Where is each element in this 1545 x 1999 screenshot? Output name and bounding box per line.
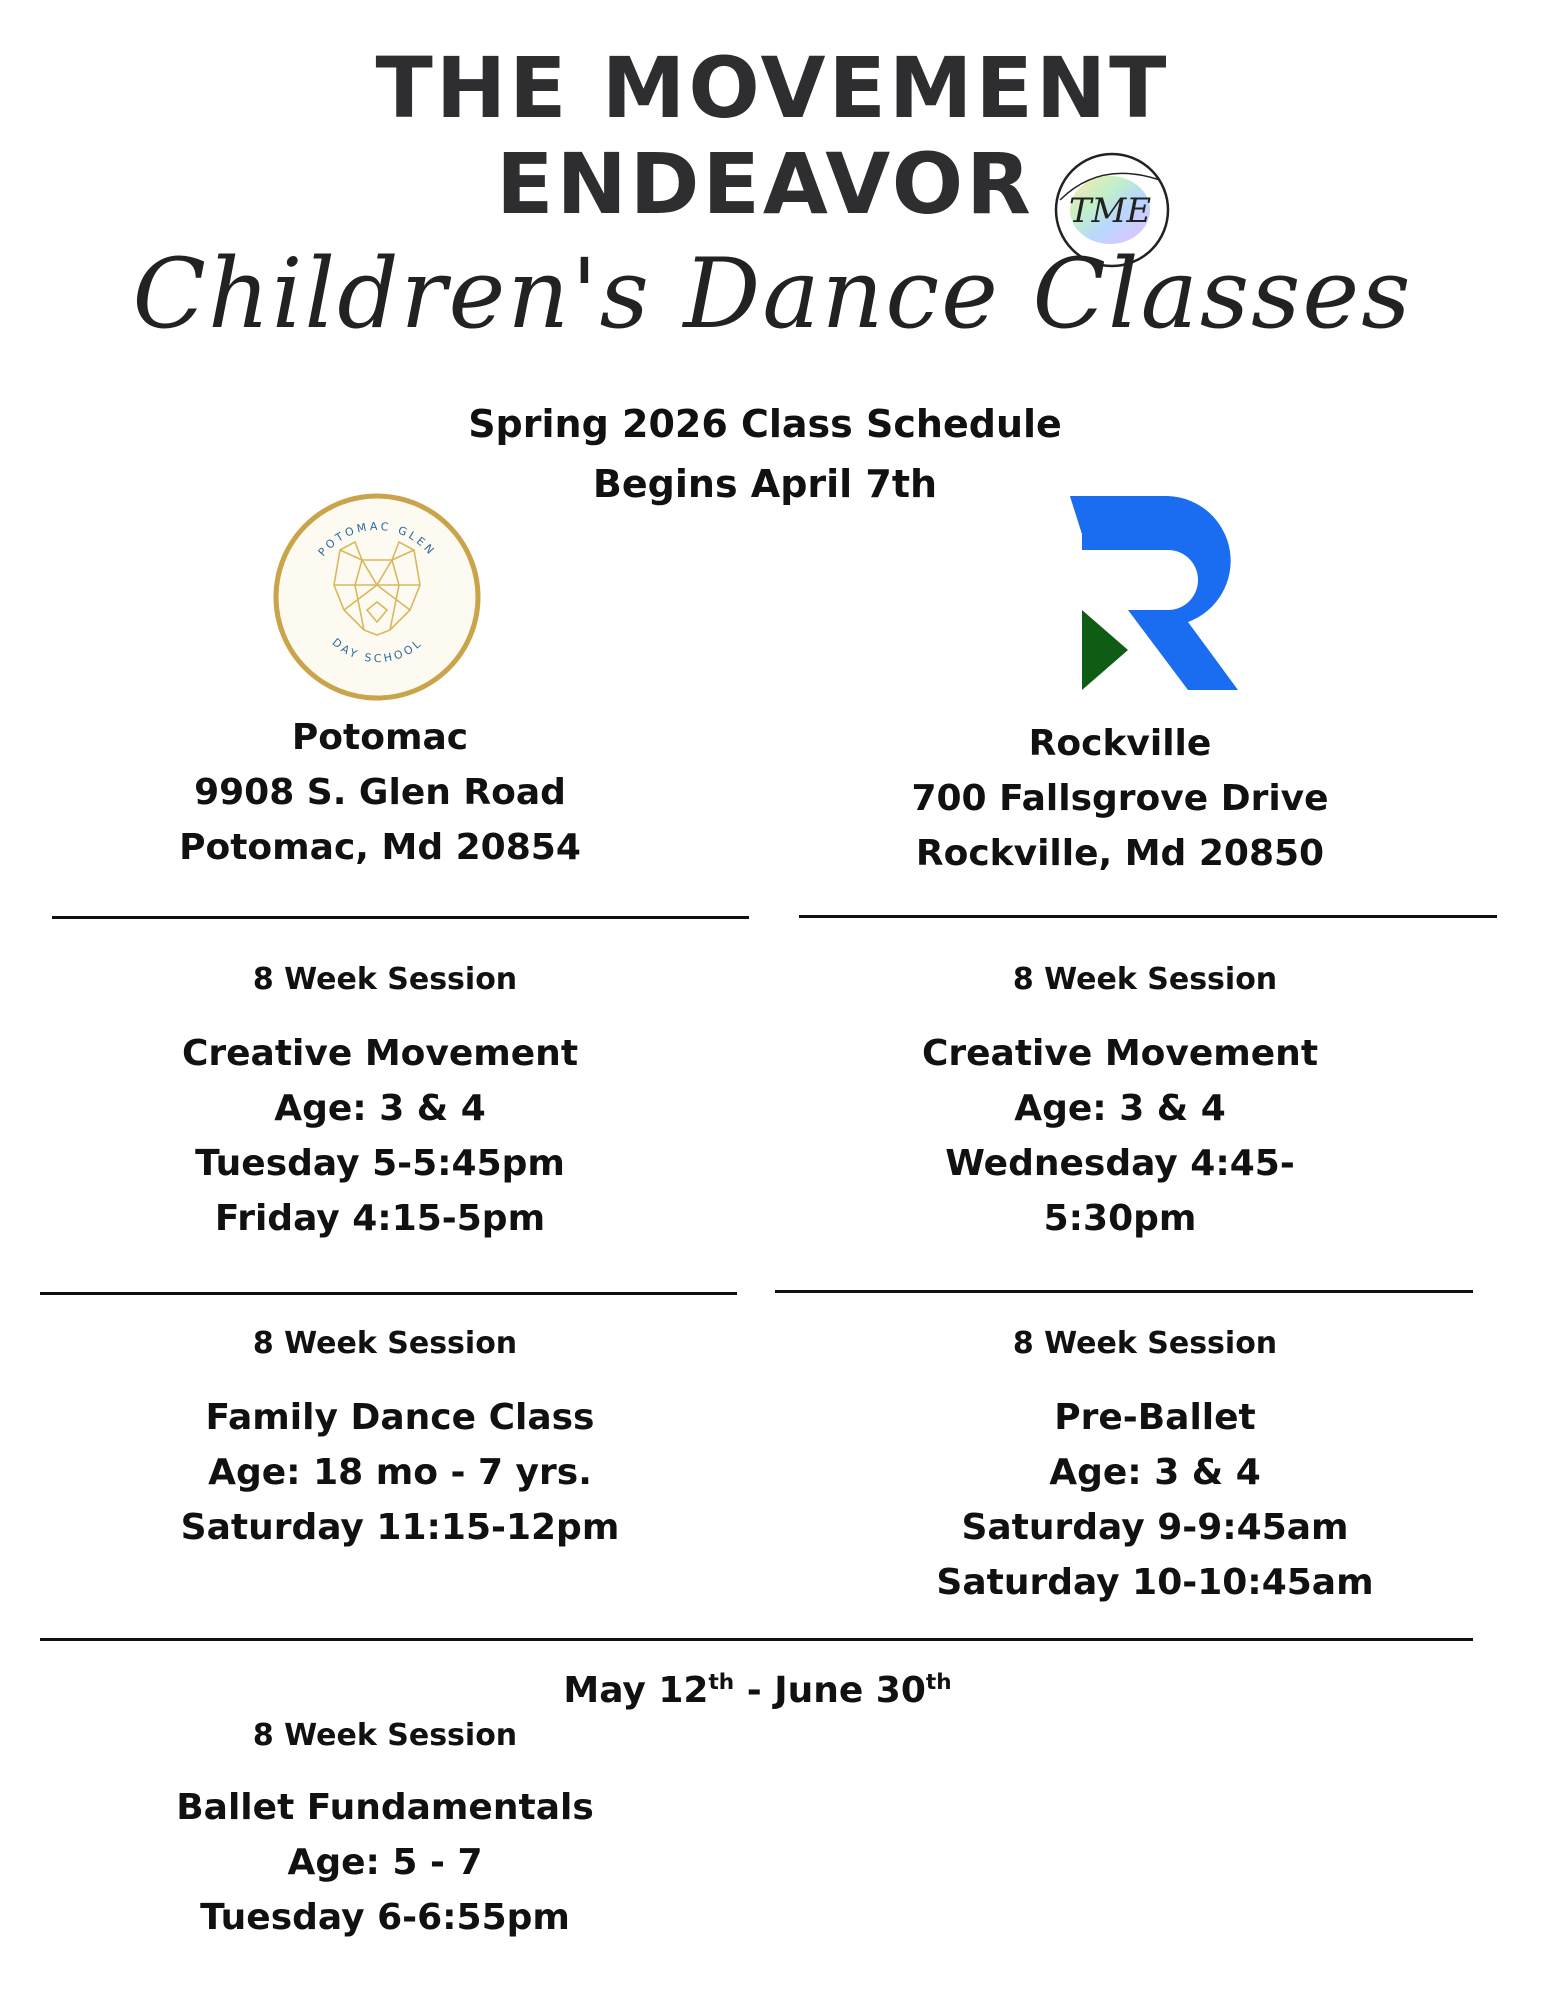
tme-badge-text: TME (1068, 191, 1152, 231)
rockville-pre-ballet (905, 1390, 1405, 1610)
session-label: 8 Week Session (1012, 962, 1278, 997)
divider-line (775, 1290, 1473, 1293)
schedule-title: Spring 2026 Class Schedule (468, 402, 1062, 446)
class-age: Age: 3 & 4 (274, 1088, 486, 1129)
session-label: 8 Week Session (252, 962, 518, 997)
class-time: Tuesday 6-6:55pm (200, 1897, 570, 1938)
rockville-logo (1068, 494, 1243, 694)
potomac-city: Potomac, Md 20854 (179, 827, 581, 868)
potomac-name: Potomac (291, 717, 469, 758)
rockville-address (900, 716, 1340, 881)
rockville-city: Rockville, Md 20850 (915, 833, 1325, 874)
divider-line (52, 916, 749, 919)
divider-line (40, 1292, 737, 1295)
class-title: Pre-Ballet (1054, 1397, 1256, 1438)
script-title: Children's Dance Classes (132, 238, 1413, 350)
potomac-ballet-fundamentals (135, 1780, 635, 1945)
dates-start: May 12 (563, 1670, 709, 1711)
dates-end: - June 30 (734, 1670, 926, 1711)
divider-line (40, 1638, 1473, 1641)
class-age: Age: 18 mo - 7 yrs. (208, 1452, 592, 1493)
rockville-name: Rockville (1028, 723, 1212, 764)
brand-line-2: ENDEAVOR (496, 135, 1034, 233)
class-time: Wednesday 4:45-5:30pm (945, 1143, 1295, 1239)
begins-date: Begins April 7th (592, 462, 938, 506)
session-label: 8 Week Session (1012, 1326, 1278, 1361)
class-age: Age: 5 - 7 (287, 1842, 483, 1883)
class-time: Saturday 10-10:45am (936, 1562, 1374, 1603)
potomac-logo-bottom-text: DAY SCHOOL (329, 635, 426, 666)
class-time: Saturday 9-9:45am (961, 1507, 1349, 1548)
class-title: Creative Movement (181, 1033, 579, 1074)
potomac-creative-movement (130, 1026, 630, 1246)
session-label: 8 Week Session (252, 1718, 518, 1753)
class-time: Tuesday 5-5:45pm (195, 1143, 565, 1184)
rockville-street: 700 Fallsgrove Drive (911, 778, 1329, 819)
dates-suffix: th (708, 1670, 735, 1695)
dates-suffix: th (925, 1670, 952, 1695)
potomac-street: 9908 S. Glen Road (194, 772, 566, 813)
class-time: Friday 4:15-5pm (214, 1198, 546, 1239)
potomac-family-dance (150, 1390, 650, 1555)
potomac-logo-top-text: POTOMAC GLEN (315, 519, 439, 559)
brand-line-1: THE MOVEMENT (375, 39, 1170, 137)
class-title: Creative Movement (921, 1033, 1319, 1074)
divider-line (799, 915, 1497, 918)
class-time: Saturday 11:15-12pm (180, 1507, 620, 1548)
class-title: Family Dance Class (205, 1397, 595, 1438)
class-age: Age: 3 & 4 (1049, 1452, 1261, 1493)
session-label: 8 Week Session (252, 1326, 518, 1361)
rockville-creative-movement (870, 1026, 1370, 1246)
potomac-glen-logo (270, 490, 485, 705)
class-title: Ballet Fundamentals (176, 1787, 594, 1828)
potomac-address (170, 710, 590, 875)
class-age: Age: 3 & 4 (1014, 1088, 1226, 1129)
session-dates (0, 1670, 1515, 1711)
